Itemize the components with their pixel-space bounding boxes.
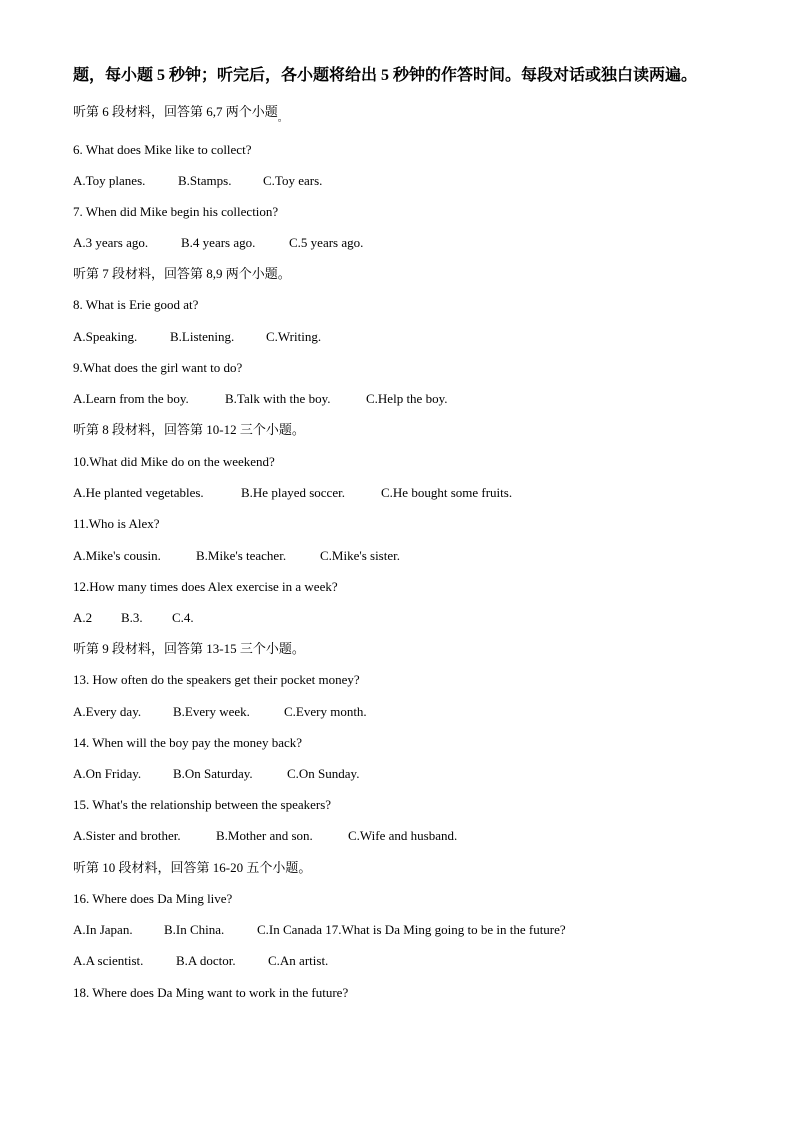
option-a: A.Toy planes.: [73, 173, 146, 188]
section-heading: 听第 7 段材料，回答第 8,9 两个小题。: [73, 266, 291, 281]
option-b: B.Every week.: [173, 704, 250, 719]
question-text: 9.What does the girl want to do?: [73, 360, 243, 375]
option-c: C.Every month.: [284, 704, 367, 719]
question-text: 11.Who is Alex?: [73, 516, 160, 531]
question-text: 6. What does Mike like to collect?: [73, 142, 252, 157]
option-a: A.In Japan.: [73, 922, 133, 937]
section-heading: 听第 10 段材料，回答第 16-20 五个小题。: [73, 860, 312, 875]
question-text: 18. Where does Da Ming want to work in the future?: [73, 985, 349, 1000]
option-b: B.Stamps.: [178, 173, 232, 188]
question-text: 8. What is Erie good at?: [73, 297, 199, 312]
option-a: A.Mike's cousin.: [73, 548, 161, 563]
question-text: 14. When will the boy pay the money back?: [73, 735, 303, 750]
option-b: B.He played soccer.: [241, 485, 345, 500]
option-b: B.In China.: [164, 922, 225, 937]
answer-options: [73, 766, 359, 782]
option-b: B.3.: [121, 610, 143, 625]
option-c: C.Wife and husband.: [348, 828, 458, 843]
option-a: A.2: [73, 610, 93, 625]
option-c: C.Help the boy.: [366, 391, 448, 406]
section-heading: [73, 104, 288, 122]
question-text: 12.How many times does Alex exercise in a week?: [73, 579, 338, 594]
answer-options: [73, 953, 328, 969]
option-a: A.Speaking.: [73, 329, 138, 344]
option-b: B.On Saturday.: [173, 766, 253, 781]
option-b: B.4 years ago.: [181, 235, 256, 250]
question-text: 15. What's the relationship between the speakers?: [73, 797, 332, 812]
answer-options: [73, 391, 447, 407]
option-c: C.In Canada 17.What is Da Ming going to be in the future?: [257, 922, 566, 937]
option-c: C.On Sunday.: [287, 766, 360, 781]
question-text: 13. How often do the speakers get their pocket money?: [73, 672, 360, 687]
section-heading-text: 听第 6 段材料，回答第 6,7 两个小题: [73, 104, 278, 119]
answer-options: [73, 235, 363, 251]
option-a: A.A scientist.: [73, 953, 144, 968]
question-text: 16. Where does Da Ming live?: [73, 891, 233, 906]
option-c: C.4.: [172, 610, 194, 625]
answer-options: [73, 548, 400, 564]
option-b: B.A doctor.: [176, 953, 236, 968]
option-c: C.Writing.: [266, 329, 322, 344]
question-text: 7. When did Mike begin his collection?: [73, 204, 279, 219]
option-c: C.5 years ago.: [289, 235, 364, 250]
option-c: C.An artist.: [268, 953, 329, 968]
option-c: C.Toy ears.: [263, 173, 323, 188]
option-a: A.3 years ago.: [73, 235, 149, 250]
option-b: B.Listening.: [170, 329, 235, 344]
answer-options: [73, 828, 457, 844]
answer-options: [73, 610, 194, 626]
answer-options: [73, 704, 367, 720]
answer-options: [73, 329, 321, 345]
option-a: A.On Friday.: [73, 766, 142, 781]
section-heading: 听第 9 段材料，回答第 13-15 三个小题。: [73, 641, 305, 656]
answer-options: [73, 485, 512, 501]
option-c: C.He bought some fruits.: [381, 485, 513, 500]
option-a: A.Sister and brother.: [73, 828, 181, 843]
option-b: B.Talk with the boy.: [225, 391, 331, 406]
instructions-intro: 题，每小题 5 秒钟；听完后，各小题将给出 5 秒钟的作答时间。每段对话或独白读两遍。: [73, 67, 698, 84]
option-a: A.Learn from the boy.: [73, 391, 189, 406]
option-a: A.He planted vegetables.: [73, 485, 204, 500]
option-c: C.Mike's sister.: [320, 548, 400, 563]
section-heading-tail: 。: [277, 113, 288, 124]
section-heading: 听第 8 段材料，回答第 10-12 三个小题。: [73, 422, 305, 437]
answer-options: [73, 922, 566, 938]
answer-options: [73, 173, 322, 189]
option-b: B.Mike's teacher.: [196, 548, 287, 563]
option-a: A.Every day.: [73, 704, 142, 719]
question-text: 10.What did Mike do on the weekend?: [73, 454, 275, 469]
option-b: B.Mother and son.: [216, 828, 313, 843]
